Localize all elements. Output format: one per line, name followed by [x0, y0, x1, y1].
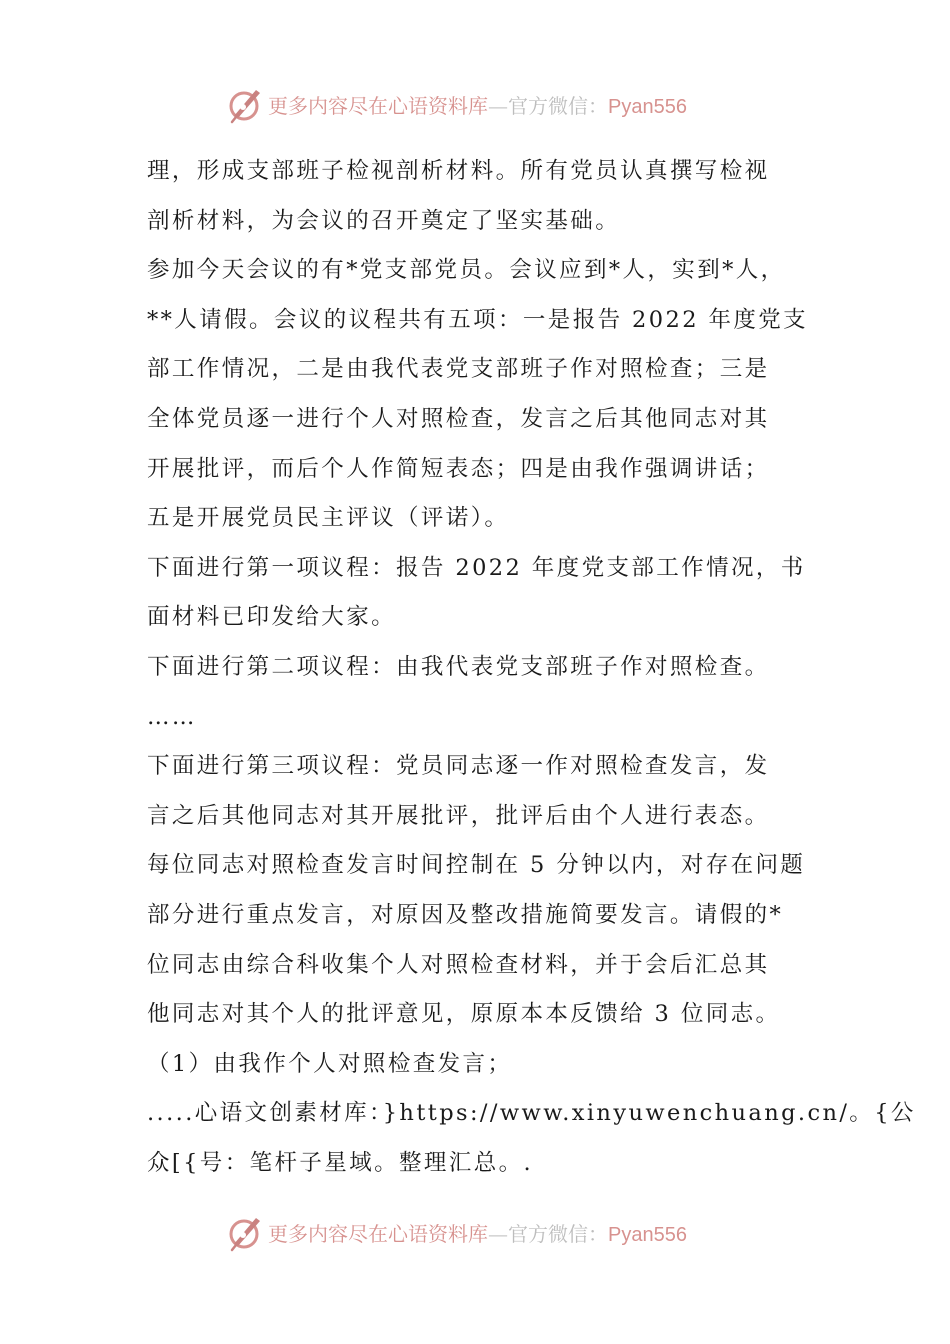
quill-pen-in-circle-icon: [226, 1212, 266, 1252]
text-line: 下面进行第二项议程：由我代表党支部班子作对照检查。: [147, 653, 770, 680]
text-line: 面材料已印发给大家。: [147, 604, 397, 631]
text-line: 剖析材料，为会议的召开奠定了坚实基础。: [147, 207, 621, 234]
banner-wechat-id: Pyan556: [608, 1223, 687, 1246]
banner-official-label: 官方微信：: [508, 1221, 608, 1246]
text-line: .....心语文创素材库：}https://www.xinyuwenchuang.cn/。{公: [147, 1100, 916, 1127]
text-line: 参加今天会议的有*党支部党员。会议应到*人，实到*人，: [147, 257, 786, 284]
banner-site: 更多内容尽在心语资料库: [268, 1221, 488, 1246]
footer-banner: [226, 1212, 687, 1252]
text-line: ……: [147, 703, 197, 730]
text-line: 言之后其他同志对其开展批评，批评后由个人进行表态。: [147, 802, 770, 829]
banner-text: [268, 1218, 687, 1247]
text-line: 开展批评，而后个人作简短表态；四是由我作强调讲话；: [147, 455, 770, 482]
banner-wechat-id: Pyan556: [608, 95, 687, 118]
banner-site: 更多内容尽在心语资料库: [268, 93, 488, 118]
text-line: （1）由我作个人对照检查发言；: [147, 1050, 513, 1077]
banner-dash: —: [488, 93, 508, 118]
text-line: 位同志由综合科收集个人对照检查材料，并于会后汇总其: [147, 951, 770, 978]
quill-pen-in-circle-icon: [226, 84, 266, 124]
banner-dash: —: [488, 1221, 508, 1246]
text-line: 理，形成支部班子检视剖析材料。所有党员认真撰写检视: [147, 158, 770, 184]
text-line: 部分进行重点发言，对原因及整改措施简要发言。请假的*: [147, 901, 784, 928]
text-line: **人请假。会议的议程共有五项：一是报告 2022 年度党支: [147, 306, 809, 333]
document-body: [147, 147, 916, 1188]
text-line: 下面进行第一项议程：报告 2022 年度党支部工作情况，书: [147, 554, 806, 581]
header-banner: [226, 84, 687, 124]
banner-official-label: 官方微信：: [508, 93, 608, 118]
text-line: 部工作情况，二是由我代表党支部班子作对照检查；三是: [147, 356, 770, 383]
text-line: 众[{号：笔杆子星域。整理汇总。.: [147, 1149, 534, 1176]
text-line: 他同志对其个人的批评意见，原原本本反馈给 3 位同志。: [147, 1001, 781, 1028]
text-line: 下面进行第三项议程：党员同志逐一作对照检查发言，发: [147, 753, 770, 780]
text-line: 全体党员逐一进行个人对照检查，发言之后其他同志对其: [147, 405, 770, 432]
banner-text: [268, 90, 687, 119]
text-line: 五是开展党员民主评议（评诺）。: [147, 505, 510, 532]
text-line: 每位同志对照检查发言时间控制在 5 分钟以内，对存在问题: [147, 852, 806, 879]
